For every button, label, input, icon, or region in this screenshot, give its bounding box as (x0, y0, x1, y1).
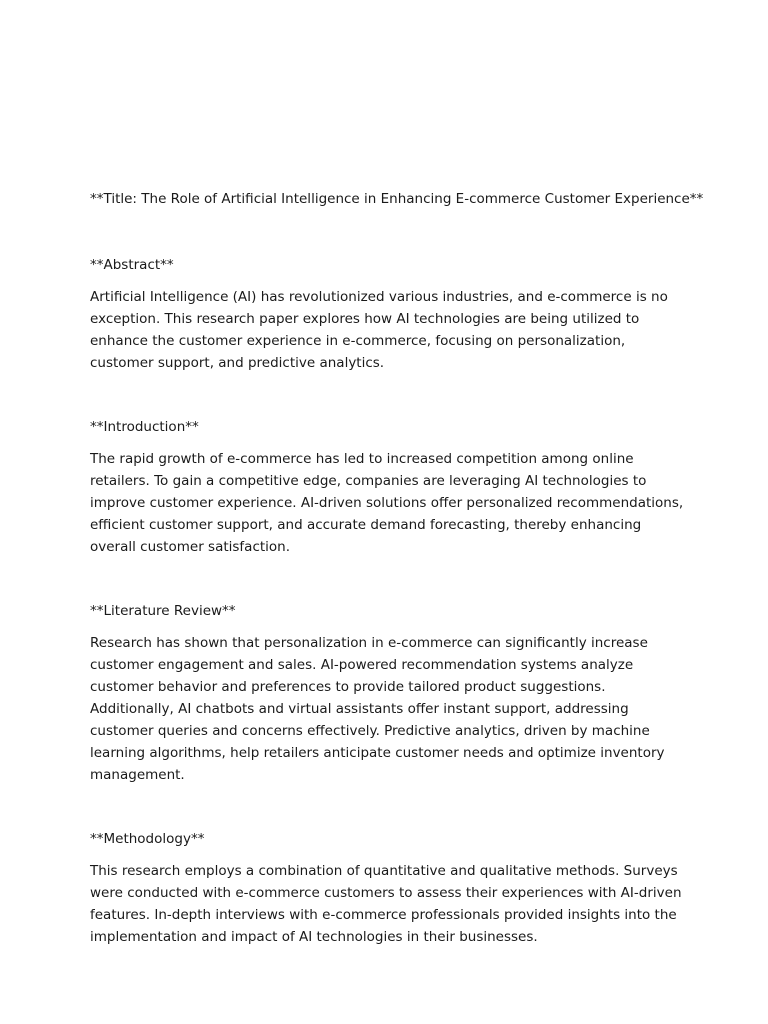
section-body-introduction: The rapid growth of e-commerce has led to increased competition among online retailers. To gain a competitive edge, companies are leveraging AI technologies to improve customer experience. AI-driven solutions offer personalized recommendations, efficient customer support, and accurate demand forecasting, thereby enhancing overall customer satisfaction. (90, 451, 684, 555)
section-methodology (90, 828, 690, 948)
section-body-abstract: Artificial Intelligence (AI) has revolutionized various industries, and e-commerce is no exception. This research paper explores how AI technologies are being utilized to enhance the customer experience in e-commerce, focusing on personalization, customer support, and predictive analytics. (90, 289, 668, 371)
section-literature-review (90, 600, 690, 786)
section-introduction (90, 416, 690, 558)
section-abstract (90, 254, 690, 374)
document-page (90, 188, 704, 948)
document-title: **Title: The Role of Artificial Intelligence in Enhancing E-commerce Customer Experience** (90, 191, 704, 207)
section-body-methodology: This research employs a combination of quantitative and qualitative methods. Surveys were conducted with e-commerce customers to assess their experiences with AI-driven features. In-depth interviews with e-commerce professionals provided insights into the implementation and impact of AI technologies in their businesses. (90, 863, 682, 945)
section-heading-introduction: **Introduction** (90, 419, 199, 435)
section-body-literature-review: Research has shown that personalization in e-commerce can significantly increase customer engagement and sales. AI-powered recommendation systems analyze customer behavior and preferences to provide tailored product suggestions. Additionally, AI chatbots and virtual assistants offer instant support, addressing customer queries and concerns effectively. Predictive analytics, driven by machine learning algorithms, help retailers anticipate customer needs and optimize inventory management. (90, 635, 665, 783)
section-heading-literature-review: **Literature Review** (90, 603, 236, 619)
section-heading-abstract: **Abstract** (90, 257, 174, 273)
section-heading-methodology: **Methodology** (90, 831, 205, 847)
